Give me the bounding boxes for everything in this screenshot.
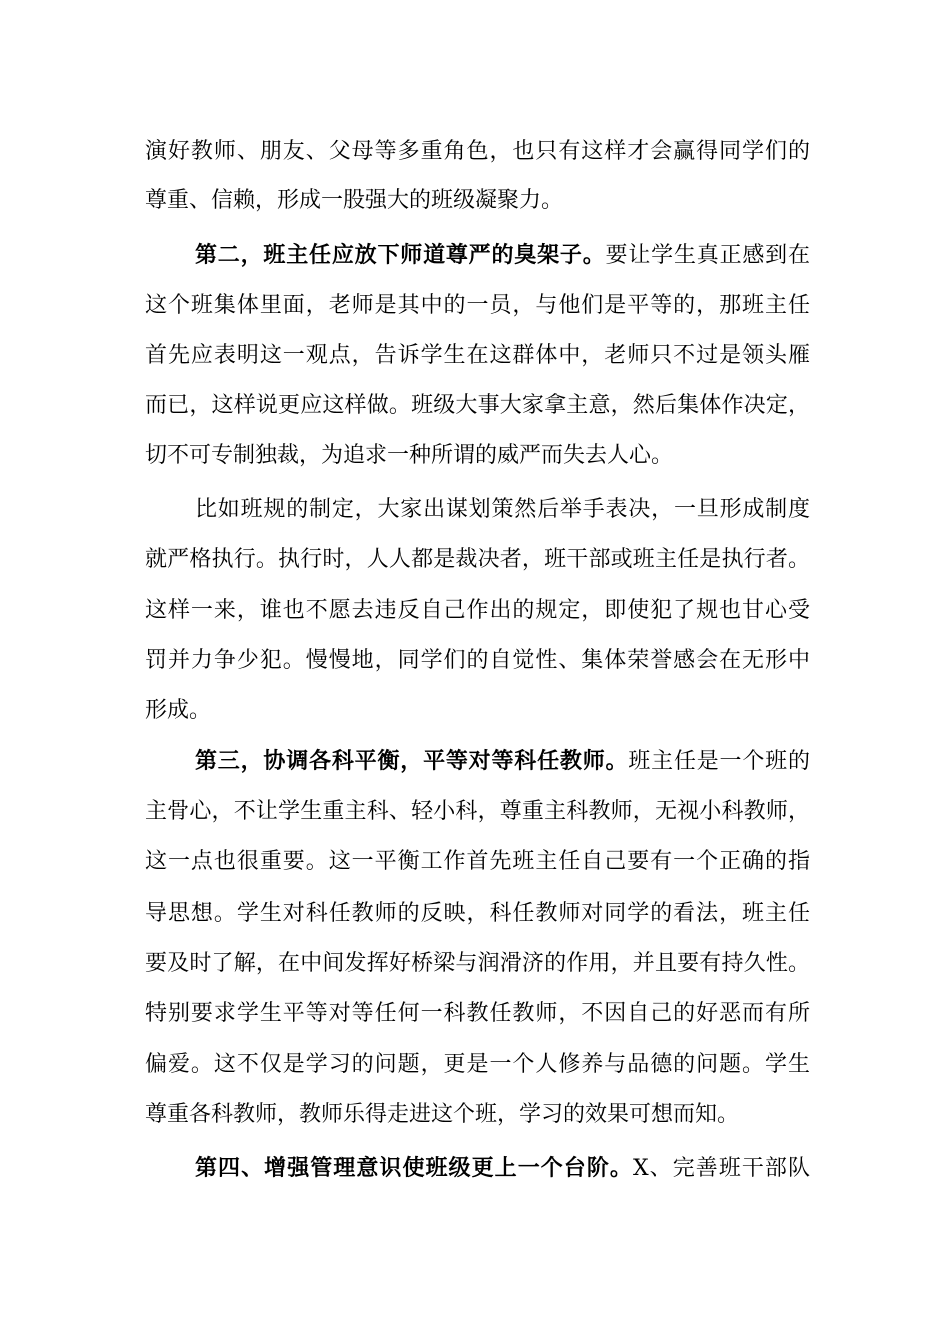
paragraph-text: 班主任是一个班的 (628, 749, 810, 774)
text-line: 要及时了解，在中间发挥好桥梁与润滑济的作用，并且要有持久性。 (145, 951, 810, 976)
text-line: 特别要求学生平等对等任何一科教任教师，不因自己的好恶而有所 (145, 1001, 810, 1026)
text-line: 尊重各科教师，教师乐得走进这个班，学习的效果可想而知。 (145, 1102, 740, 1127)
paragraph-text: X、完善班干部队 (632, 1156, 810, 1181)
text-line: 主骨心，不让学生重主科、轻小科，尊重主科教师，无视小科教师， (145, 799, 810, 824)
paragraph-heading: 第二，班主任应放下师道尊严的臭架子。 (195, 242, 606, 268)
text-line: 偏爱。这不仅是学习的问题，更是一个人修养与品德的问题。学生 (145, 1052, 810, 1077)
text-line: 这样一来，谁也不愿去违反自己作出的规定，即使犯了规也甘心受 (145, 598, 810, 623)
text-line: 这个班集体里面，老师是其中的一员，与他们是平等的，那班主任 (145, 293, 810, 318)
paragraph-heading: 第三，协调各科平衡，平等对等科任教师。 (195, 748, 629, 774)
text-line: 演好教师、朋友、父母等多重角色，也只有这样才会赢得同学们的 (145, 139, 810, 164)
paragraph-heading-line (195, 746, 810, 776)
text-line: 尊重、信赖，形成一股强大的班级凝聚力。 (145, 188, 564, 213)
text-line: 比如班规的制定，大家出谋划策然后举手表决，一旦形成制度 (195, 497, 810, 522)
text-line: 罚并力争少犯。慢慢地，同学们的自觉性、集体荣誉感会在无形中 (145, 648, 810, 673)
paragraph-heading: 第四、增强管理意识使班级更上一个台阶。 (195, 1155, 633, 1181)
paragraph-text: 要让学生真正感到在 (605, 243, 810, 268)
text-line: 而已，这样说更应这样做。班级大事大家拿主意，然后集体作决定， (145, 393, 810, 418)
paragraph-heading-line (195, 1153, 810, 1183)
text-line: 就严格执行。执行时，人人都是裁决者，班干部或班主任是执行者。 (145, 547, 810, 572)
text-line: 这一点也很重要。这一平衡工作首先班主任自己要有一个正确的指 (145, 849, 810, 874)
text-line: 导思想。学生对科任教师的反映，科任教师对同学的看法，班主任 (145, 901, 810, 926)
text-line: 首先应表明这一观点，告诉学生在这群体中，老师只不过是领头雁 (145, 343, 810, 368)
text-line: 形成。 (145, 698, 212, 723)
paragraph-heading-line (195, 240, 810, 270)
text-line: 切不可专制独裁，为追求一种所谓的威严而失去人心。 (145, 443, 674, 468)
